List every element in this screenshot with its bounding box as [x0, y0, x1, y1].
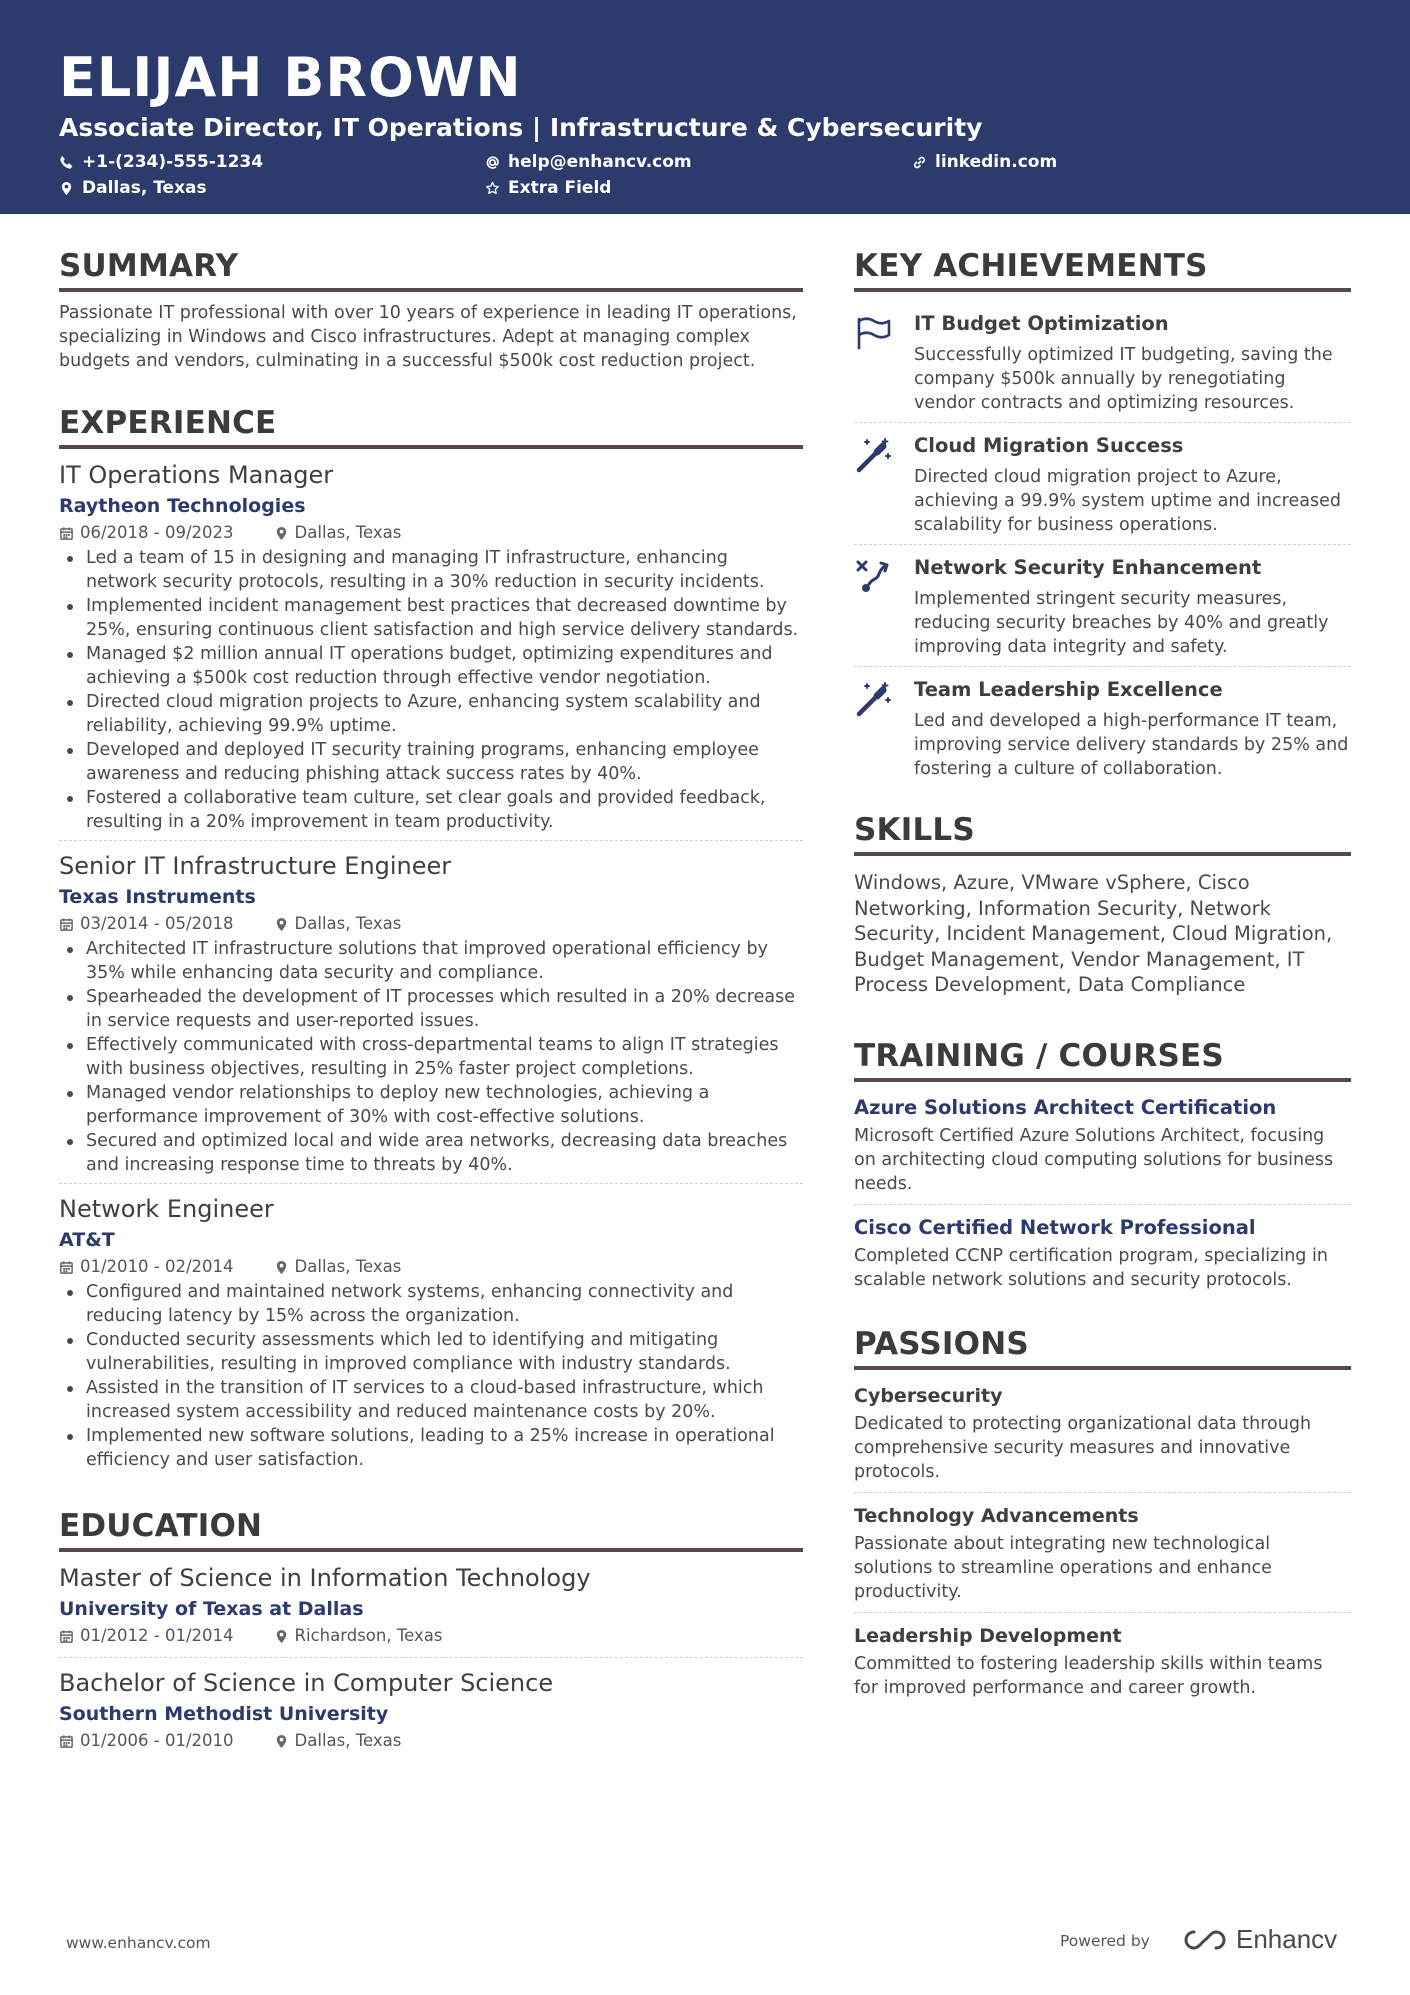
left-column [59, 246, 803, 1770]
candidate-name: ELIJAH BROWN [59, 46, 522, 109]
calendar-icon [59, 1629, 74, 1644]
contact-info [59, 152, 1351, 208]
location-pin-icon [274, 1260, 289, 1275]
contact-extra: Extra Field [485, 178, 611, 198]
passion-item [854, 1619, 1351, 1708]
passion-title: Cybersecurity [854, 1384, 1003, 1407]
contact-linkedin[interactable]: linkedin.com [912, 152, 1057, 172]
achievement-title: Cloud Migration Success [914, 434, 1184, 457]
achievement-title: IT Budget Optimization [914, 312, 1169, 335]
education-meta [59, 1623, 803, 1649]
right-column [854, 246, 1351, 1714]
achievement-item [854, 545, 1351, 667]
job-role: Network Engineer [59, 1195, 274, 1223]
job-role: IT Operations Manager [59, 461, 334, 489]
location-pin-icon [274, 917, 289, 932]
location-pin-icon [274, 526, 289, 541]
job-location: Dallas, Texas [294, 1257, 402, 1276]
location-pin-icon [274, 1734, 289, 1749]
degree: Master of Science in Information Technology [59, 1564, 591, 1592]
calendar-icon [59, 1260, 74, 1275]
contact-location: Dallas, Texas [59, 178, 207, 198]
candidate-title: Associate Director, IT Operations | Infrastructure & Cybersecurity [59, 113, 983, 142]
training-heading: TRAINING / COURSES [854, 1036, 1351, 1082]
education-entry [59, 1561, 803, 1658]
job-role: Senior IT Infrastructure Engineer [59, 852, 452, 880]
bullet-item: Developed and deployed IT security training programs, enhancing employee awareness and reducing phishing attack success rates by 40%. [59, 738, 803, 786]
bullet-item: Fostered a collaborative team culture, set clear goals and provided feedback, resulting in a 20% improvement in team productivity. [59, 786, 803, 834]
magic-wand-icon [854, 435, 894, 475]
achievement-desc: Directed cloud migration project to Azure, achieving a 99.9% system uptime and increased scalability for business operations. [914, 467, 1341, 535]
education-entry [59, 1666, 803, 1762]
passion-title: Technology Advancements [854, 1504, 1139, 1527]
experience-entry [59, 1192, 803, 1478]
enhancv-logo[interactable] [1180, 1924, 1337, 1955]
passion-item [854, 1379, 1351, 1493]
skills-heading: SKILLS [854, 810, 1351, 856]
passion-desc: Committed to fostering leadership skills within teams for improved performance and career growth. [854, 1653, 1323, 1698]
star-icon [485, 181, 500, 196]
job-bullets [59, 546, 803, 834]
bullet-item: Configured and maintained network systems, enhancing connectivity and reducing latency by 15% across the organization. [59, 1280, 803, 1328]
calendar-icon [59, 917, 74, 932]
contact-email[interactable]: help@enhancv.com [485, 152, 692, 172]
bullet-item: Implemented incident management best practices that decreased downtime by 25%, ensuring continuous client satisfaction and high service delivery standards. [59, 594, 803, 642]
passion-title: Leadership Development [854, 1624, 1122, 1647]
course-desc: Microsoft Certified Azure Solutions Architect, focusing on architecting cloud computing solutions for business needs. [854, 1125, 1334, 1194]
skills-list: Windows, Azure, VMware vSphere, Cisco Networking, Information Security, Network Security, Incident Management, Cloud Migration, Budget Management, Vendor Management, IT Process Development, Data Compliance [854, 871, 1333, 996]
job-dates: 03/2014 - 05/2018 [80, 914, 234, 933]
magic-wand-icon [854, 679, 894, 719]
job-meta [59, 520, 803, 546]
achievement-item [854, 301, 1351, 423]
job-bullets [59, 1280, 803, 1472]
school: Southern Methodist University [59, 1703, 389, 1725]
job-company: AT&T [59, 1229, 115, 1251]
education-location: Dallas, Texas [294, 1731, 402, 1750]
calendar-icon [59, 526, 74, 541]
bullet-item: Led a team of 15 in designing and managing IT infrastructure, enhancing network security protocols, resulting in a 30% reduction in security incidents. [59, 546, 803, 594]
summary-text: Passionate IT professional with over 10 years of experience in leading IT operations, specializing in Windows and Cisco infrastructures. Adept at managing complex budgets and vendors, culminating in a successful $500k cost reduction project. [59, 303, 797, 371]
school: University of Texas at Dallas [59, 1598, 364, 1620]
job-dates: 06/2018 - 09/2023 [80, 523, 234, 542]
bullet-item: Secured and optimized local and wide area networks, decreasing data breaches and increasing response time to threats by 40%. [59, 1129, 803, 1177]
course-title: Cisco Certified Network Professional [854, 1215, 1256, 1239]
job-dates: 01/2010 - 02/2014 [80, 1257, 234, 1276]
contact-phone: +1-(234)-555-1234 [59, 152, 263, 172]
achievement-title: Network Security Enhancement [914, 556, 1262, 579]
achievement-item [854, 667, 1351, 788]
achievement-desc: Implemented stringent security measures, reducing security breaches by 40% and greatly improving data integrity and safety. [914, 589, 1329, 657]
degree: Bachelor of Science in Computer Science [59, 1669, 554, 1697]
location-pin-icon [274, 1629, 289, 1644]
experience-heading: EXPERIENCE [59, 403, 803, 449]
passion-desc: Passionate about integrating new technological solutions to streamline operations and enhance productivity. [854, 1533, 1272, 1602]
job-location: Dallas, Texas [294, 523, 402, 542]
achievement-item [854, 423, 1351, 545]
job-bullets [59, 937, 803, 1177]
course-item [854, 1211, 1351, 1300]
bullet-item: Spearheaded the development of IT processes which resulted in a 20% decrease in service requests and user-reported issues. [59, 985, 803, 1033]
bullet-item: Conducted security assessments which led to identifying and mitigating vulnerabilities, resulting in improved compliance with industry standards. [59, 1328, 803, 1376]
job-meta [59, 1254, 803, 1280]
achievement-title: Team Leadership Excellence [914, 678, 1223, 701]
passions-heading: PASSIONS [854, 1324, 1351, 1370]
achievements-heading: KEY ACHIEVEMENTS [854, 246, 1351, 292]
link-icon [912, 155, 927, 170]
job-company: Texas Instruments [59, 886, 256, 908]
summary-heading: SUMMARY [59, 246, 803, 292]
bullet-item: Implemented new software solutions, leading to a 25% increase in operational efficiency and user satisfaction. [59, 1424, 803, 1472]
job-meta [59, 911, 803, 937]
bullet-item: Assisted in the transition of IT services to a cloud-based infrastructure, which increased system accessibility and reduced maintenance costs by 20%. [59, 1376, 803, 1424]
passion-item [854, 1499, 1351, 1613]
passion-desc: Dedicated to protecting organizational data through comprehensive security measures and innovative protocols. [854, 1413, 1312, 1482]
footer-powered-by: Powered by [1060, 1932, 1150, 1950]
bullet-item: Effectively communicated with cross-departmental teams to align IT strategies with business objectives, resulting in 25% faster project completions. [59, 1033, 803, 1081]
course-desc: Completed CCNP certification program, specializing in scalable network solutions and security protocols. [854, 1245, 1328, 1290]
enhancv-logo-text: Enhancv [1236, 1924, 1338, 1954]
bullet-item: Managed vendor relationships to deploy new technologies, achieving a performance improvement of 30% with cost-effective solutions. [59, 1081, 803, 1129]
job-company: Raytheon Technologies [59, 495, 306, 517]
course-item [854, 1091, 1351, 1205]
education-dates: 01/2012 - 01/2014 [80, 1626, 234, 1645]
education-heading: EDUCATION [59, 1506, 803, 1552]
bullet-item: Architected IT infrastructure solutions that improved operational efficiency by 35% while enhancing data security and compliance. [59, 937, 803, 985]
education-dates: 01/2006 - 01/2010 [80, 1731, 234, 1750]
education-meta [59, 1728, 803, 1754]
job-location: Dallas, Texas [294, 914, 402, 933]
flag-icon [854, 313, 894, 353]
phone-icon [59, 155, 74, 170]
education-location: Richardson, Texas [294, 1626, 443, 1645]
bullet-item: Directed cloud migration projects to Azure, enhancing system scalability and reliability, achieving 99.9% uptime. [59, 690, 803, 738]
footer-url[interactable]: www.enhancv.com [66, 1934, 211, 1952]
bullet-item: Managed $2 million annual IT operations budget, optimizing expenditures and achieving a $500k cost reduction through effective vendor negotiation. [59, 642, 803, 690]
calendar-icon [59, 1734, 74, 1749]
enhancv-logo-icon [1180, 1926, 1230, 1954]
experience-entry [59, 458, 803, 841]
resume-header [0, 0, 1410, 214]
course-title: Azure Solutions Architect Certification [854, 1095, 1277, 1119]
location-pin-icon [59, 181, 74, 196]
strategy-icon [854, 557, 894, 597]
achievement-desc: Successfully optimized IT budgeting, saving the company $500k annually by renegotiating vendor contracts and optimizing resources. [914, 345, 1333, 413]
achievement-desc: Led and developed a high-performance IT team, improving service delivery standards by 25% and fostering a culture of collaboration. [914, 711, 1349, 779]
experience-entry [59, 849, 803, 1184]
at-sign-icon [485, 155, 500, 170]
